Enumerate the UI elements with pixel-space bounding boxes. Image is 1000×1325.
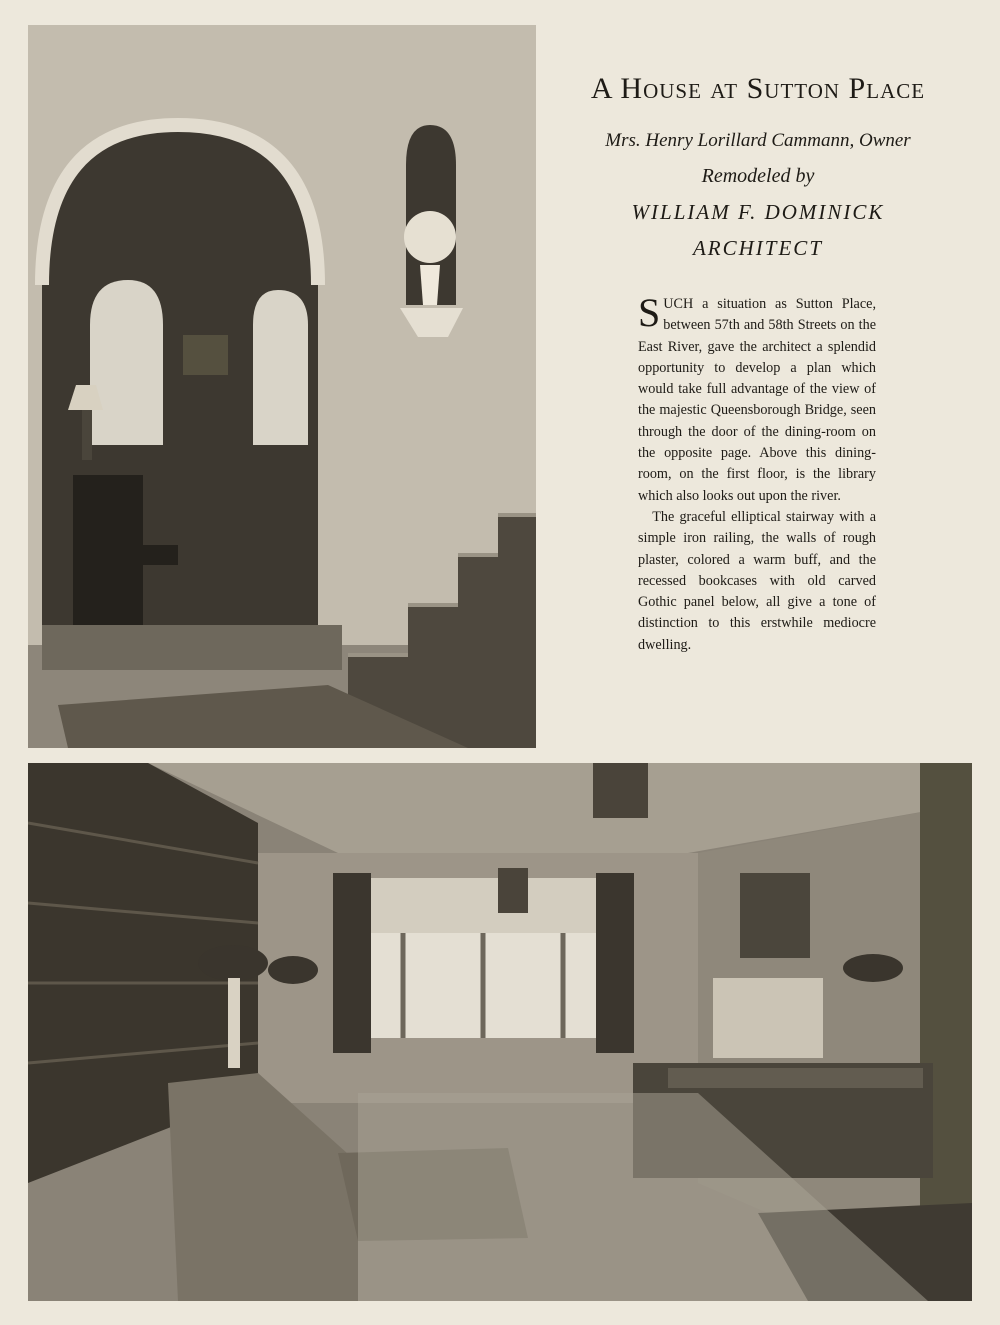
remodeled-line: Remodeled by	[701, 165, 815, 187]
library-photo	[28, 763, 972, 1301]
drop-cap: S	[638, 290, 661, 335]
owner-line: Mrs. Henry Lorillard Cammann, Owner	[605, 130, 911, 151]
article-body	[638, 290, 876, 656]
architect-title: ARCHITECT	[692, 236, 823, 260]
paragraph-2: The graceful elliptical stairway with a simple iron railing, the walls of rough plaster, colored a warm buff, and the recessed bookcases with old carved Gothic panel below, all give a tone of distinction to this erstwhile mediocre dwelling.	[638, 508, 876, 653]
paragraph-1-text: UCH a situation as Sutton Place, between 57th and 58th Streets on the East River, gave the architect a splendid opportunity to develop a plan which would take full advantage of the view of the majestic Queensborough Bridge, seen through the door of the dining-room on the opposite page. Above this dining-room, on the first floor, is the library which also looks out upon the river.	[638, 296, 876, 504]
hallway-photo	[28, 25, 536, 748]
architect-name: WILLIAM F. DOMINICK	[631, 200, 885, 224]
article-title: A House at Sutton Place	[590, 72, 926, 105]
paragraph-1	[638, 290, 876, 507]
